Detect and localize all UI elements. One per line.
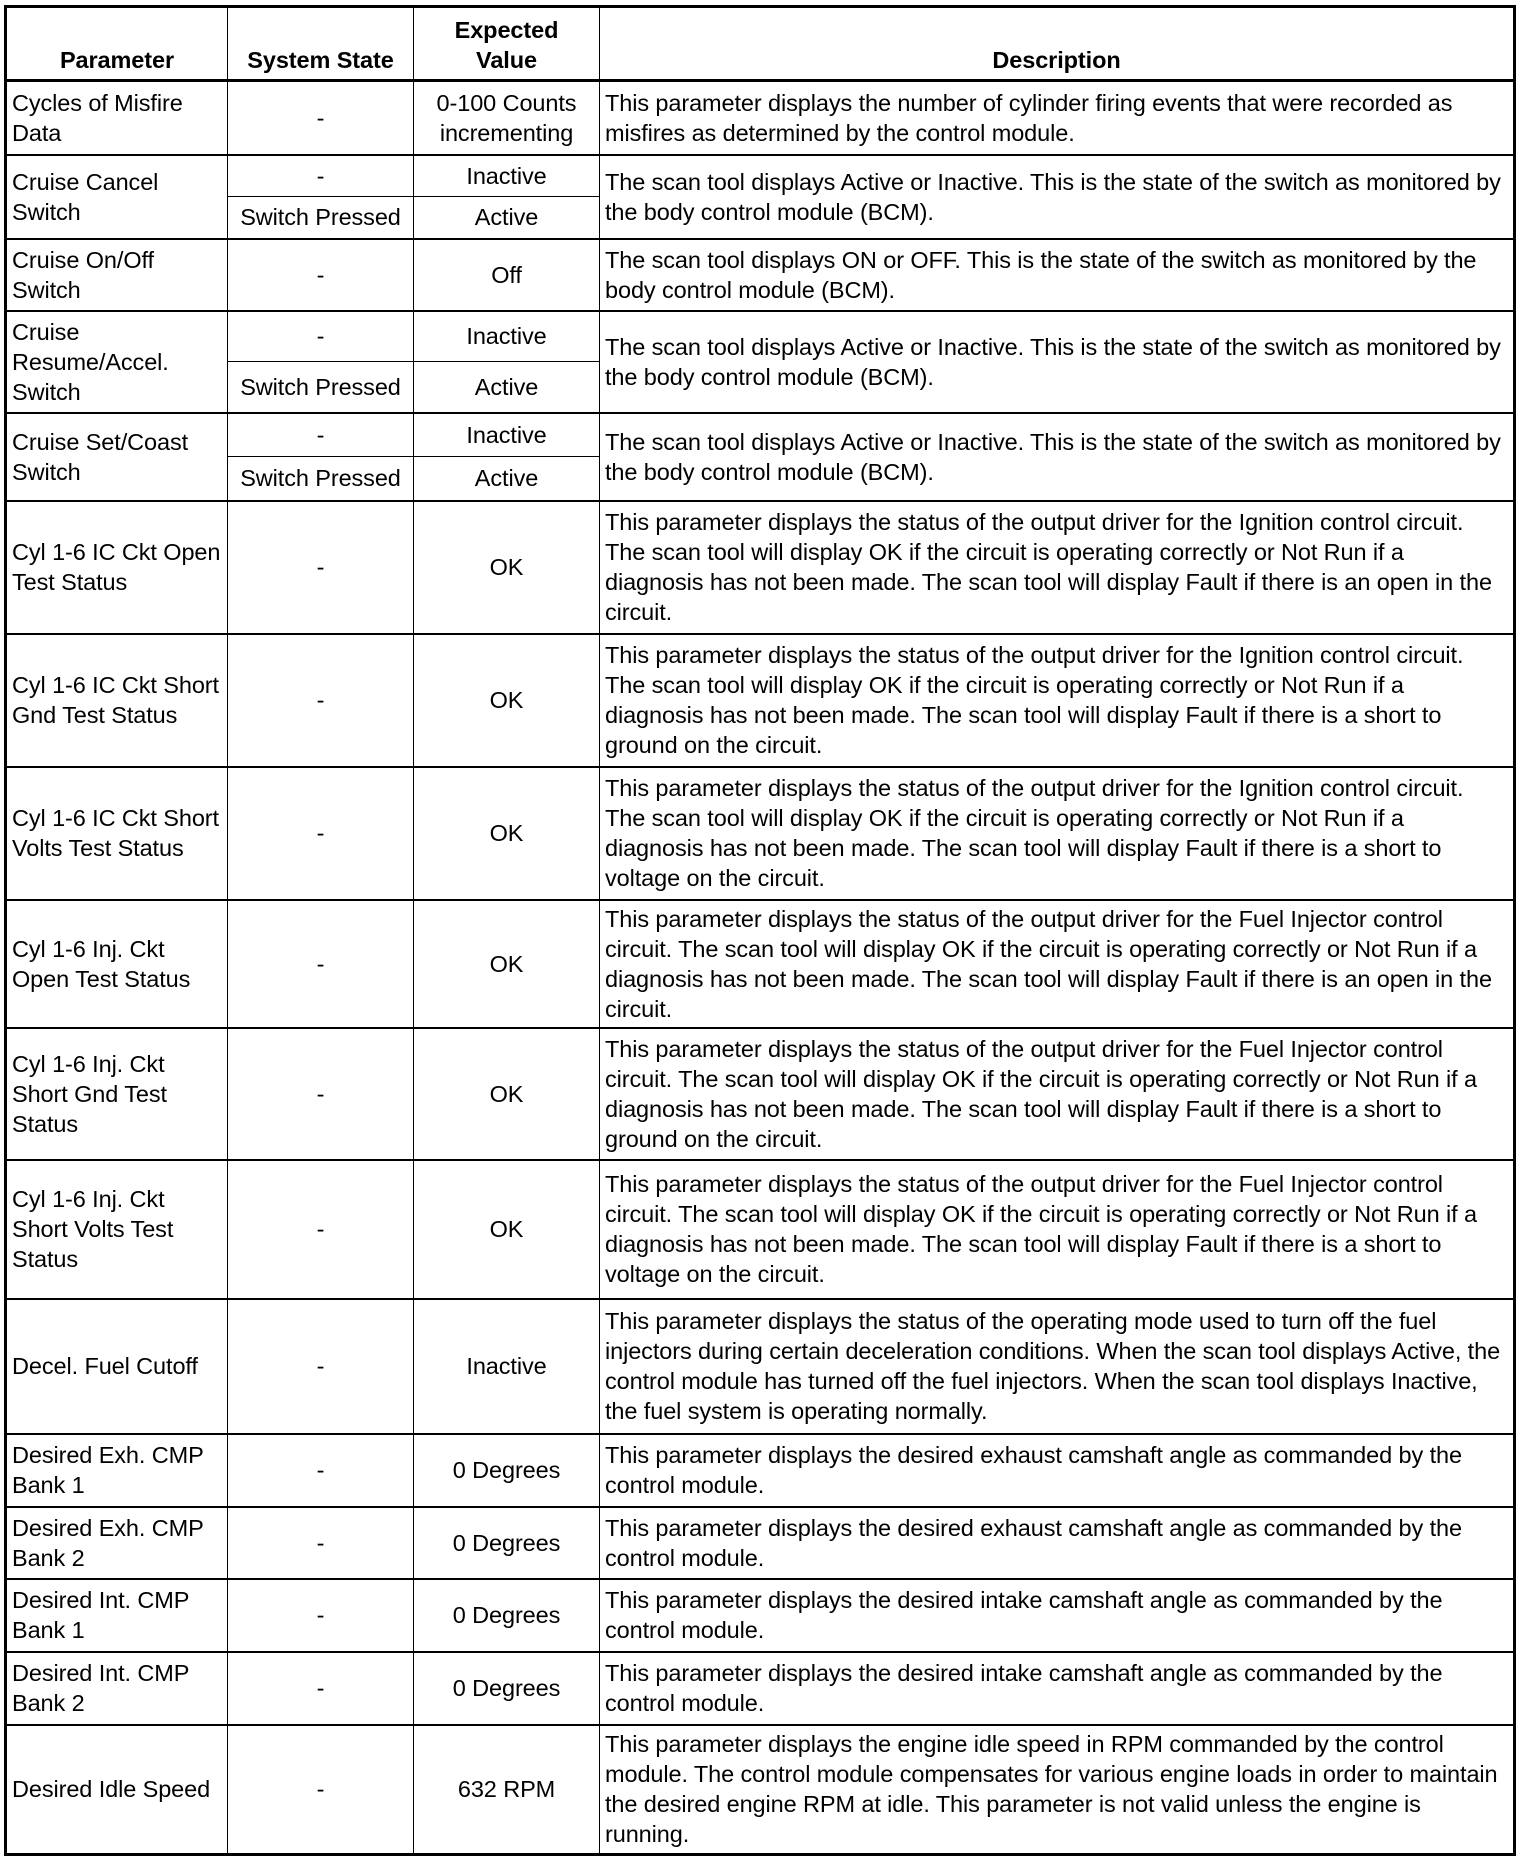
description-cell: This parameter displays the status of the output driver for the Fuel Injector control circuit. The scan tool will display OK if the circuit is operating correctly or Not Run if a diagnosis has not been made. The scan tool will display Fault if there is a short to voltage on the circuit. [600, 1160, 1515, 1299]
description-cell: This parameter displays the status of the output driver for the Fuel Injector control circuit. The scan tool will display OK if the circuit is operating correctly or Not Run if a diagnosis has not been made. The scan tool will display Fault if there is a short to ground on the circuit. [600, 1028, 1515, 1160]
header-expected-value-line2: Value [476, 47, 537, 73]
parameter-name-cell: Cruise On/Off Switch [6, 239, 228, 311]
system-state-cell: - [228, 1299, 414, 1434]
expected-value-cell: Off [414, 239, 600, 311]
parameter-name-cell: Desired Int. CMP Bank 2 [6, 1652, 228, 1725]
expected-value-cell: 632 RPM [414, 1725, 600, 1855]
system-state-cell: - [228, 1579, 414, 1652]
table-row [6, 81, 1515, 155]
parameter-name-cell: Decel. Fuel Cutoff [6, 1299, 228, 1434]
description-cell: This parameter displays the status of the output driver for the Ignition control circuit. The scan tool will display OK if the circuit is operating correctly or Not Run if a diagnosis has not been made. The scan tool will display Fault if there is a short to ground on the circuit. [600, 634, 1515, 767]
expected-value-cell: OK [414, 1028, 600, 1160]
table-row [6, 767, 1515, 900]
description-cell: This parameter displays the status of the output driver for the Ignition control circuit. The scan tool will display OK if the circuit is operating correctly or Not Run if a diagnosis has not been made. The scan tool will display Fault if there is an open in the circuit. [600, 501, 1515, 634]
expected-value-cell: 0 Degrees [414, 1434, 600, 1507]
system-state-cell: - [228, 1725, 414, 1855]
parameter-name-cell: Desired Int. CMP Bank 1 [6, 1579, 228, 1652]
table-body [6, 81, 1515, 1855]
system-state-cell: - [228, 1160, 414, 1299]
system-state-cell: - [228, 239, 414, 311]
parameter-name-cell: Desired Idle Speed [6, 1725, 228, 1855]
header-description: Description [600, 7, 1515, 81]
expected-value-cell: Inactive [414, 311, 600, 362]
system-state-cell: - [228, 1652, 414, 1725]
system-state-cell: - [228, 81, 414, 155]
parameter-name-cell: Cyl 1-6 IC Ckt Short Volts Test Status [6, 767, 228, 900]
table-row [6, 413, 1515, 457]
expected-value-cell: Inactive [414, 1299, 600, 1434]
parameter-name-cell: Cyl 1-6 Inj. Ckt Short Gnd Test Status [6, 1028, 228, 1160]
table-row [6, 1507, 1515, 1579]
expected-value-cell: OK [414, 900, 600, 1028]
description-cell: The scan tool displays ON or OFF. This is the state of the switch as monitored by the body control module (BCM). [600, 239, 1515, 311]
expected-value-cell: 0-100 Counts incrementing [414, 81, 600, 155]
table-row [6, 1652, 1515, 1725]
description-cell: The scan tool displays Active or Inactive. This is the state of the switch as monitored by the body control module (BCM). [600, 155, 1515, 239]
table-row [6, 1725, 1515, 1855]
parameter-name-cell: Cruise Resume/Accel. Switch [6, 311, 228, 413]
description-cell: This parameter displays the desired exhaust camshaft angle as commanded by the control module. [600, 1507, 1515, 1579]
expected-value-cell: OK [414, 501, 600, 634]
table-row [6, 501, 1515, 634]
description-cell: This parameter displays the status of the output driver for the Fuel Injector control circuit. The scan tool will display OK if the circuit is operating correctly or Not Run if a diagnosis has not been made. The scan tool will display Fault if there is an open in the circuit. [600, 900, 1515, 1028]
expected-value-cell: Active [414, 197, 600, 239]
system-state-cell: - [228, 1507, 414, 1579]
header-expected-value [414, 7, 600, 81]
expected-value-cell: Active [414, 362, 600, 413]
description-cell: This parameter displays the engine idle speed in RPM commanded by the control module. The control module compensates for various engine loads in order to maintain the desired engine RPM at idle. This parameter is not valid unless the engine is running. [600, 1725, 1515, 1855]
expected-value-cell: OK [414, 634, 600, 767]
system-state-cell: - [228, 900, 414, 1028]
system-state-cell: - [228, 155, 414, 197]
expected-value-cell: Inactive [414, 413, 600, 457]
table-row [6, 1160, 1515, 1299]
system-state-cell: - [228, 501, 414, 634]
scan-tool-parameter-table [4, 5, 1516, 1856]
header-system-state: System State [228, 7, 414, 81]
parameter-table-sheet [4, 5, 1513, 1856]
parameter-name-cell: Cycles of Misfire Data [6, 81, 228, 155]
system-state-cell: - [228, 634, 414, 767]
expected-value-cell: 0 Degrees [414, 1652, 600, 1725]
table-row [6, 900, 1515, 1028]
parameter-name-cell: Cruise Set/Coast Switch [6, 413, 228, 501]
parameter-name-cell: Cruise Cancel Switch [6, 155, 228, 239]
system-state-cell: Switch Pressed [228, 457, 414, 501]
description-cell: The scan tool displays Active or Inactive. This is the state of the switch as monitored by the body control module (BCM). [600, 311, 1515, 413]
description-cell: This parameter displays the desired exhaust camshaft angle as commanded by the control module. [600, 1434, 1515, 1507]
table-row [6, 1028, 1515, 1160]
expected-value-cell: OK [414, 767, 600, 900]
system-state-cell: - [228, 311, 414, 362]
header-parameter: Parameter [6, 7, 228, 81]
expected-value-cell: 0 Degrees [414, 1507, 600, 1579]
system-state-cell: - [228, 413, 414, 457]
description-cell: This parameter displays the desired intake camshaft angle as commanded by the control module. [600, 1652, 1515, 1725]
expected-value-cell: 0 Degrees [414, 1579, 600, 1652]
parameter-name-cell: Cyl 1-6 IC Ckt Short Gnd Test Status [6, 634, 228, 767]
parameter-name-cell: Cyl 1-6 Inj. Ckt Open Test Status [6, 900, 228, 1028]
system-state-cell: Switch Pressed [228, 362, 414, 413]
system-state-cell: Switch Pressed [228, 197, 414, 239]
table-row [6, 1579, 1515, 1652]
parameter-name-cell: Desired Exh. CMP Bank 2 [6, 1507, 228, 1579]
system-state-cell: - [228, 767, 414, 900]
table-header-row [6, 7, 1515, 81]
table-row [6, 1434, 1515, 1507]
parameter-name-cell: Desired Exh. CMP Bank 1 [6, 1434, 228, 1507]
parameter-name-cell: Cyl 1-6 IC Ckt Open Test Status [6, 501, 228, 634]
description-cell: The scan tool displays Active or Inactive. This is the state of the switch as monitored by the body control module (BCM). [600, 413, 1515, 501]
expected-value-cell: OK [414, 1160, 600, 1299]
description-cell: This parameter displays the status of the output driver for the Ignition control circuit. The scan tool will display OK if the circuit is operating correctly or Not Run if a diagnosis has not been made. The scan tool will display Fault if there is a short to voltage on the circuit. [600, 767, 1515, 900]
system-state-cell: - [228, 1028, 414, 1160]
header-expected-value-line1: Expected [454, 17, 559, 43]
parameter-name-cell: Cyl 1-6 Inj. Ckt Short Volts Test Status [6, 1160, 228, 1299]
table-row [6, 311, 1515, 362]
expected-value-cell: Inactive [414, 155, 600, 197]
system-state-cell: - [228, 1434, 414, 1507]
table-row [6, 239, 1515, 311]
table-row [6, 155, 1515, 197]
table-row [6, 1299, 1515, 1434]
table-row [6, 634, 1515, 767]
description-cell: This parameter displays the desired intake camshaft angle as commanded by the control module. [600, 1579, 1515, 1652]
description-cell: This parameter displays the status of the operating mode used to turn off the fuel injectors during certain deceleration conditions. When the scan tool displays Active, the control module has turned off the fuel injectors. When the scan tool displays Inactive, the fuel system is operating normally. [600, 1299, 1515, 1434]
expected-value-cell: Active [414, 457, 600, 501]
description-cell: This parameter displays the number of cylinder firing events that were recorded as misfires as determined by the control module. [600, 81, 1515, 155]
